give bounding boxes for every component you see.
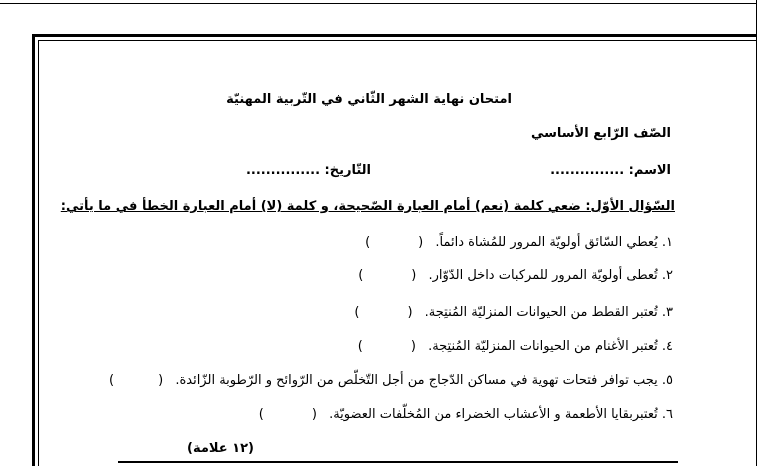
answer-paren-close: ) xyxy=(365,235,371,250)
question-item-3 xyxy=(354,305,673,320)
marks-label: (١٢ علامة) xyxy=(187,441,254,456)
question-item-text: ٤. تُعتبر الأغنام من الحيوانات المنزليّة المُنتِجة. xyxy=(428,339,673,354)
answer-paren-open: ( xyxy=(407,305,413,320)
question-item-5 xyxy=(109,373,673,388)
date-field-label: التّاريخ: ............... xyxy=(245,163,371,178)
answer-paren-close: ) xyxy=(358,268,364,283)
name-field-label: الاسم: ............... xyxy=(550,163,671,178)
page-top-edge xyxy=(0,3,757,4)
section-divider xyxy=(118,461,678,463)
answer-paren-close: ) xyxy=(357,339,363,354)
answer-paren-open: ( xyxy=(311,407,317,422)
exam-title: امتحان نهاية الشهر الثّاني في التّربية المهنيّة xyxy=(226,92,512,107)
question-item-text: ١. يُعطي السّائق أولويّة المرور للمُشاة دائماً. xyxy=(435,235,673,250)
answer-paren-open: ( xyxy=(418,235,424,250)
question-item-text: ٢. تُعطى أولويّة المرور للمركبات داخل الدّوّار. xyxy=(428,268,673,283)
question-item-text: ٦. تُعتبربقايا الأطعمة و الأعشاب الخضراء من المُخلّفات العضويّة. xyxy=(329,407,673,422)
grade-label: الصّف الرّابع الأساسي xyxy=(530,126,671,141)
answer-paren-close: ) xyxy=(109,373,115,388)
question-item-6 xyxy=(259,407,673,422)
question-heading: السّؤال الأوّل: ضعي كلمة (نعم) أمام العبارة الصّحيحة، و كلمة (لا) أمام العبارة الخطأ في ما يأتي: xyxy=(60,199,675,214)
question-item-1 xyxy=(365,235,673,250)
answer-paren-close: ) xyxy=(258,407,264,422)
answer-paren-close: ) xyxy=(354,305,360,320)
answer-paren-open: ( xyxy=(158,373,164,388)
question-item-text: ٥. يجب توافر فتحات تهوية في مساكن الدّجاج من أجل التّخلّص من الرّوائح و الرّطوبة الزّائدة. xyxy=(175,373,673,388)
question-item-text: ٣. تُعتبر القطط من الحيوانات المنزليّة المُنتِجة. xyxy=(424,305,673,320)
question-item-4 xyxy=(358,339,673,354)
answer-paren-open: ( xyxy=(410,339,416,354)
answer-paren-open: ( xyxy=(411,268,417,283)
question-item-2 xyxy=(358,268,673,283)
